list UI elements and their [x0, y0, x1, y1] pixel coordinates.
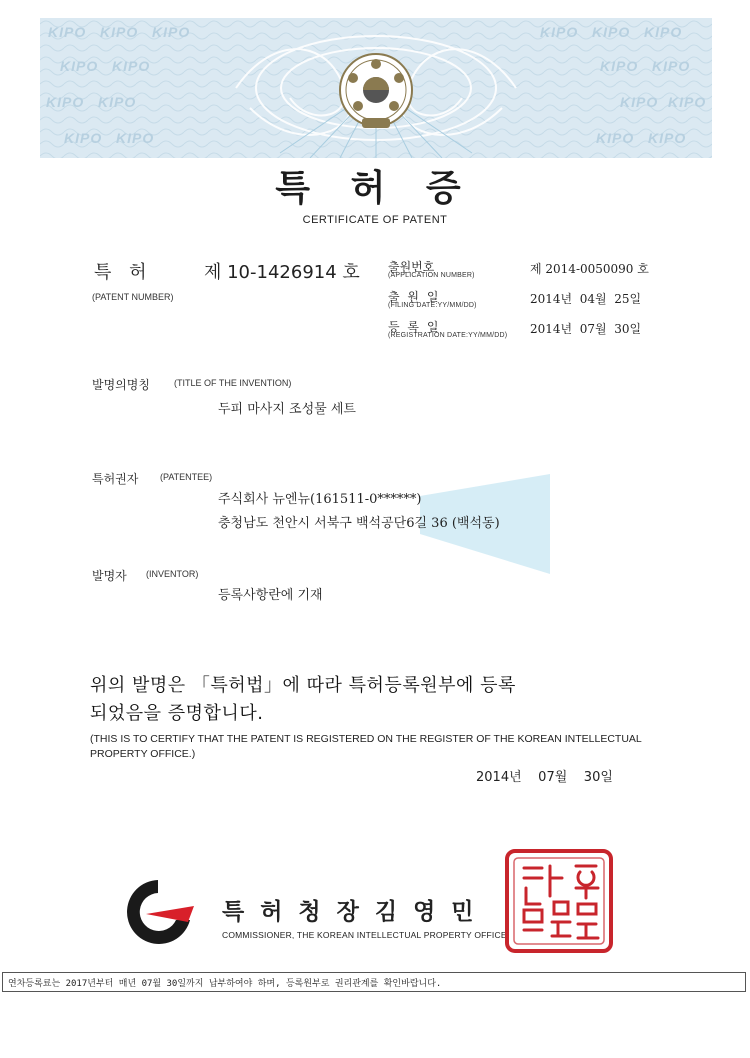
- watermark-text: KIPO: [98, 94, 137, 110]
- watermark-text: KIPO: [116, 130, 155, 146]
- national-emblem-icon: [336, 50, 416, 134]
- filing-date-value: 2014년 04월 25일: [530, 292, 642, 306]
- header-banner: [40, 18, 712, 158]
- watermark-text: KIPO: [600, 58, 639, 74]
- watermark-text: KIPO: [668, 94, 707, 110]
- watermark-text: KIPO: [64, 130, 103, 146]
- watermark-text: KIPO: [152, 24, 191, 40]
- filing-date-label: 출 원 일: [388, 290, 441, 304]
- watermark-text: KIPO: [60, 58, 99, 74]
- registration-date-value: 2014년 07월 30일: [530, 322, 642, 336]
- watermark-text: KIPO: [648, 130, 687, 146]
- certification-statement: [90, 672, 516, 728]
- inventor-value: 등록사항란에 기재: [218, 588, 323, 603]
- certification-statement-en: (THIS IS TO CERTIFY THAT THE PATENT IS REGISTERED ON THE REGISTER OF THE KOREAN INTELLECTUAL PROPERTY OFFICE.): [90, 733, 642, 760]
- application-number-label: 출원번호: [388, 260, 435, 274]
- watermark-text: KIPO: [46, 94, 85, 110]
- registration-date-label: 등 록 일: [388, 320, 441, 334]
- certification-line-2: 되었음을 증명합니다.: [90, 703, 264, 724]
- watermark-text: KIPO: [644, 24, 683, 40]
- invention-title-label: 발명의명칭: [92, 378, 150, 392]
- certificate-title: 특 허 증: [275, 168, 475, 209]
- footer-notice-text: 연차등록료는 2017년부터 매년 07월 30일까지 납부하여야 하며, 등록원부로 권리관계를 확인바랍니다.: [8, 979, 442, 989]
- patentee-name: 주식회사 뉴엔뉴(161511-0******): [218, 492, 422, 507]
- watermark-text: KIPO: [620, 94, 659, 110]
- application-number-label-en: (APPLICATION NUMBER): [388, 272, 475, 279]
- inventor-label: 발명자: [92, 569, 127, 583]
- registration-date-label-en: (REGISTRATION DATE:YY/MM/DD): [388, 332, 508, 339]
- patentee-address: 충청남도 천안시 서북구 백석공단6길 36 (백석동): [218, 516, 500, 531]
- patentee-label-en: (PATENTEE): [160, 472, 213, 482]
- watermark-text: KIPO: [596, 130, 635, 146]
- patent-number-label: 특 허: [94, 262, 153, 283]
- commissioner-name: 특허청장김영민: [222, 899, 490, 925]
- inventor-label-en: (INVENTOR): [146, 569, 199, 579]
- patent-number-label-en: (PATENT NUMBER): [92, 292, 174, 302]
- application-number-value: 제 2014-0050090 호: [530, 262, 649, 276]
- invention-title-value: 두피 마사지 조성물 세트: [218, 402, 356, 417]
- invention-title-label-en: (TITLE OF THE INVENTION): [174, 378, 292, 388]
- certificate-subtitle: CERTIFICATE OF PATENT: [302, 214, 448, 226]
- commissioner-title-en: COMMISSIONER, THE KOREAN INTELLECTUAL PROPERTY OFFICE: [222, 930, 507, 940]
- filing-date-label-en: (FILING DATE:YY/MM/DD): [388, 302, 477, 309]
- official-seal-stamp: [504, 848, 614, 954]
- watermark-text: KIPO: [48, 24, 87, 40]
- kipo-logo-icon: [118, 876, 200, 948]
- watermark-text: KIPO: [592, 24, 631, 40]
- certification-line-1: 위의 발명은 「특허법」에 따라 특허등록원부에 등록: [90, 675, 516, 696]
- watermark-text: KIPO: [652, 58, 691, 74]
- watermark-text: KIPO: [112, 58, 151, 74]
- watermark-text: KIPO: [540, 24, 579, 40]
- patent-number-value: 제 10-1426914 호: [204, 262, 360, 283]
- certification-date: 2014년 07월 30일: [476, 770, 613, 785]
- patentee-label: 특허권자: [92, 472, 139, 486]
- watermark-text: KIPO: [100, 24, 139, 40]
